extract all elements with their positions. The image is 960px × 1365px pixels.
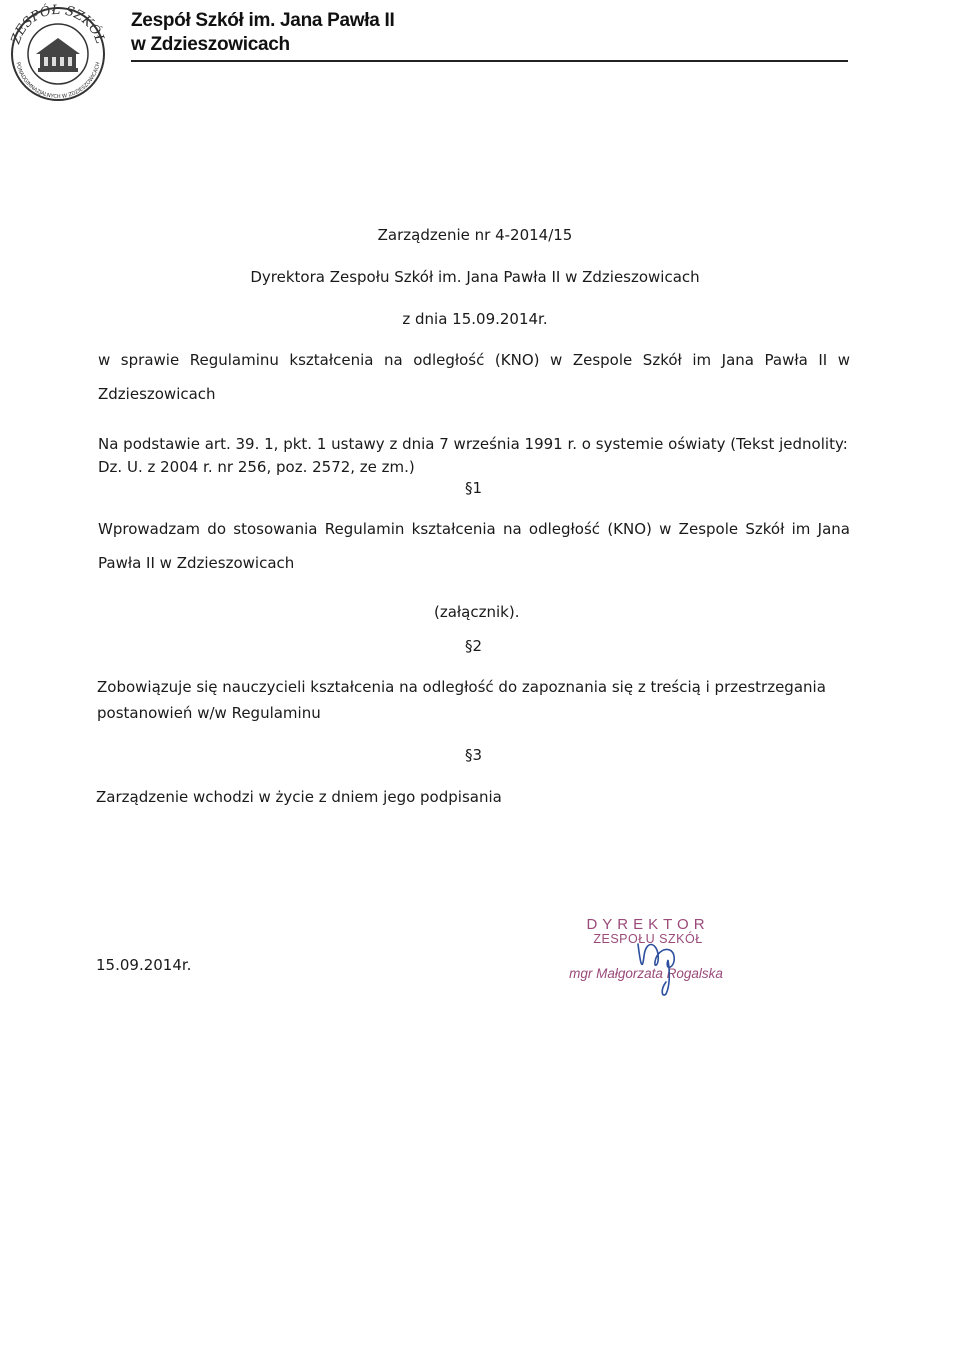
document-title: Zarządzenie nr 4-2014/15 — [377, 226, 573, 244]
paragraph2-heading: §2 — [465, 637, 483, 655]
legal-basis-line1: Na podstawie art. 39. 1, pkt. 1 ustawy z dnia 7 września 1991 r. o systemie oświaty (Tekst jednolity: — [98, 435, 848, 453]
school-name-line2: w Zdzieszowicach — [131, 34, 290, 55]
stamp-director-name: mgr Małgorzata Rogalska — [569, 966, 723, 981]
school-seal-logo — [2, 2, 114, 102]
paragraph1-line2: Pawła II w Zdzieszowicach — [98, 554, 295, 572]
subject-line1: w sprawie Regulaminu kształcenia na odległość (KNO) w Zespole Szkół im Jana Pawła II w — [98, 351, 850, 369]
document-issuer: Dyrektora Zespołu Szkół im. Jana Pawła II w Zdzieszowicach — [250, 268, 700, 286]
paragraph1-attachment-note: (załącznik). — [434, 603, 520, 621]
stamp-title: DYREKTOR — [586, 916, 710, 933]
header-divider — [131, 60, 848, 62]
paragraph2-line2: postanowień w/w Regulaminu — [97, 704, 321, 722]
paragraph1-line1: Wprowadzam do stosowania Regulamin kształcenia na odległość (KNO) w Zespole Szkół im Jana — [98, 520, 850, 538]
subject-line2: Zdzieszowicach — [98, 385, 216, 403]
document-date: z dnia 15.09.2014r. — [402, 310, 548, 328]
paragraph2-line1: Zobowiązuje się nauczycieli kształcenia na odległość do zapoznania się z treścią i przestrzegania — [97, 678, 826, 696]
paragraph3-heading: §3 — [465, 746, 483, 764]
svg-text:PONADGIMNAZJALNYCH W ZDZIESZOW: PONADGIMNAZJALNYCH W ZDZIESZOWICACH — [14, 61, 102, 101]
paragraph3-line1: Zarządzenie wchodzi w życie z dniem jego podpisania — [96, 788, 502, 806]
legal-basis-line2: Dz. U. z 2004 r. nr 256, poz. 2572, ze zm.) — [98, 458, 415, 476]
director-stamp-signature — [560, 912, 735, 1000]
stamp-school: ZESPOŁU SZKÓŁ — [593, 932, 703, 946]
footer-date: 15.09.2014r. — [96, 956, 192, 974]
school-name-line1: Zespół Szkół im. Jana Pawła II — [131, 10, 395, 31]
paragraph1-heading: §1 — [465, 479, 483, 497]
svg-text:ZESPÓŁ SZKÓŁ: ZESPÓŁ SZKÓŁ — [8, 2, 108, 46]
